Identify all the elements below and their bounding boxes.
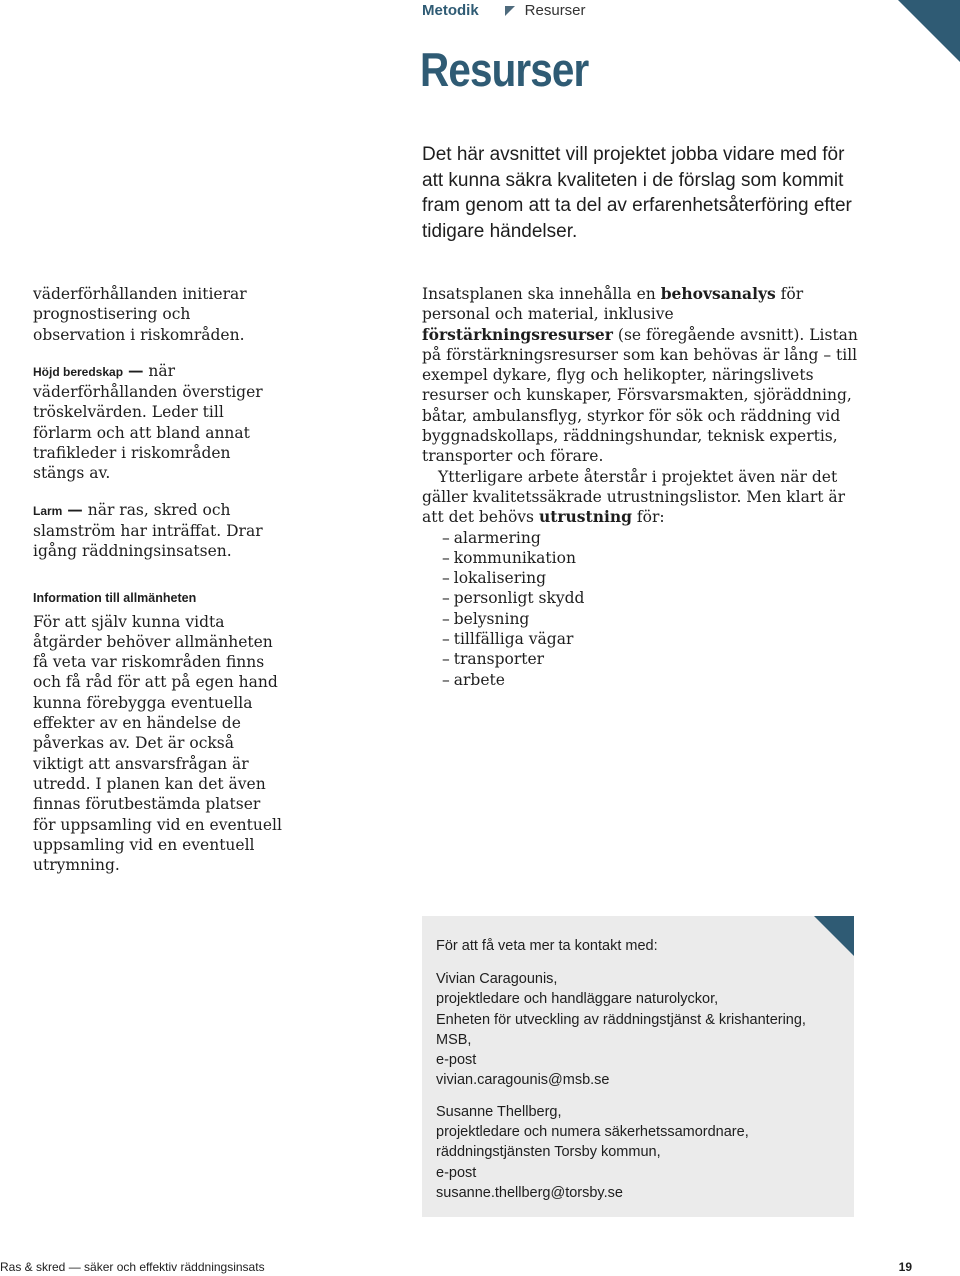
left-paragraph-2 [33,361,285,484]
list-item-text: arbete [453,670,505,689]
emphasis-forstarkningsresurser: förstärkningsresurser [422,324,613,344]
list-dash: – [442,548,450,567]
text-run: Insatsplanen ska innehålla en [422,285,656,303]
list-item-text: personligt skydd [453,589,585,608]
list-dash: – [442,589,450,608]
list-item [442,649,858,669]
term-description: när ras, skred och slamström har inträffat. Drar igång räddningsinsatsen. [33,500,263,561]
list-dash: – [442,569,450,588]
contact-organization: MSB, [436,1031,472,1048]
contact-email-link[interactable]: vivian.caragounis@msb.se [436,1072,610,1089]
list-item-text: lokalisering [453,569,546,588]
list-item-text: kommunikation [453,548,576,567]
list-item [442,528,858,548]
equipment-list [422,528,858,690]
list-item [442,548,858,568]
term-larm: Larm [33,503,63,518]
contact-role: projektledare och numera säkerhetssamordnare, [436,1124,749,1141]
contact-email-link[interactable]: susanne.thellberg@torsby.se [436,1184,623,1201]
list-item-text: tillfälliga vägar [453,630,574,649]
text-run: (se föregående avsnitt). Listan på förstärkningsresurser som kan behövas är lång – till exempel dykare, flyg och helikopter, näringslivets resurser och kunskaper, Försvarsmakten, sjöräddning, båtar, ambulansflyg, styrkor för sök och räddning vid byggnadskollaps, räddningshundar, teknisk expertis, transporter och förare. [422,325,858,466]
text-run: för: [636,508,665,527]
contact-content [436,936,836,1203]
left-paragraph-1: väderförhållanden initierar prognostisering och observation i riskområden. [33,285,247,344]
text-run: Ytterligare arbete återstår i projektet även när det gäller kvalitetssäkrade utrustningslistor. Men klart är att det behövs [422,467,846,527]
intro-paragraph: Det här avsnittet vill projektet jobba vidare med för att kunna säkra kvaliteten i de förslag som kommit fram genom att ta del av erfarenhetsåterföring efter tidigare händelser. [422,144,852,242]
emphasis-behovsanalys: behovsanalys [660,284,776,303]
list-item-text: alarmering [453,528,541,547]
list-item-text: transporter [453,650,545,669]
breadcrumb [422,1,586,21]
footer-publication-title: Ras & skred — säker och effektiv räddningsinsats [0,1260,265,1274]
spacer [436,1091,836,1102]
left-paragraph-3 [33,500,285,562]
right-paragraph-2 [422,467,858,528]
contact-role: projektledare och handläggare naturolyckor, [436,991,719,1008]
list-item [442,629,858,649]
list-dash: – [442,670,450,689]
term-hojd-beredskap: Höjd beredskap [33,364,124,379]
list-dash: – [442,630,450,649]
list-dash: – [442,650,450,669]
contact-box [422,916,854,1217]
text-run: för personal och material, inklusive [422,285,804,324]
list-item [442,670,858,690]
triangle-arrow-icon [505,6,515,16]
list-dash: – [442,528,450,547]
breadcrumb-section[interactable]: Metodik [422,2,479,19]
emphasis-utrustning: utrustning [538,507,632,527]
page-number: 19 [898,1260,912,1274]
left-paragraph-4: För att själv kunna vidta åtgärder behöver allmänheten få veta var riskområden finns och få råd för att på egen hand kunna förebygga eventuella effekter av en händelse de påverkas av. Det är också viktigt att ansvarsfrågan är utredd. I planen kan det även finnas förutbestämda platser för uppsamling vid en eventuell uppsamling vid en eventuell utrymning. [33,612,282,875]
term-description: när väderförhållanden överstiger tröskelvärden. Leder till förlarm och att bland annat trafikleder i riskområden stängs av. [33,361,263,483]
list-item [442,568,858,588]
right-paragraph-1 [422,284,858,467]
section-heading-information: Information till allmänheten [33,590,197,605]
contact-email-label: e-post [436,1052,477,1069]
list-item-text: belysning [453,609,530,628]
contact-intro: För att få veta mer ta kontakt med: [436,938,658,954]
left-column [33,284,285,875]
contact-unit: Enheten för utveckling av räddningstjänst & krishantering, [436,1011,806,1028]
term-dash: — [67,499,83,519]
contact-name: Susanne Thellberg, [436,1103,562,1120]
breadcrumb-current: Resurser [524,2,586,19]
list-dash: – [442,609,450,628]
list-item [442,609,858,629]
corner-triangle-decoration [898,0,960,62]
right-column [422,284,858,690]
contact-name: Vivian Caragounis, [436,971,558,987]
list-item [442,588,858,608]
term-dash: — [127,360,144,380]
contact-email-label: e-post [436,1164,477,1181]
contact-organization: räddningstjänsten Torsby kommun, [436,1144,661,1161]
page-title: Resurser [420,43,589,96]
